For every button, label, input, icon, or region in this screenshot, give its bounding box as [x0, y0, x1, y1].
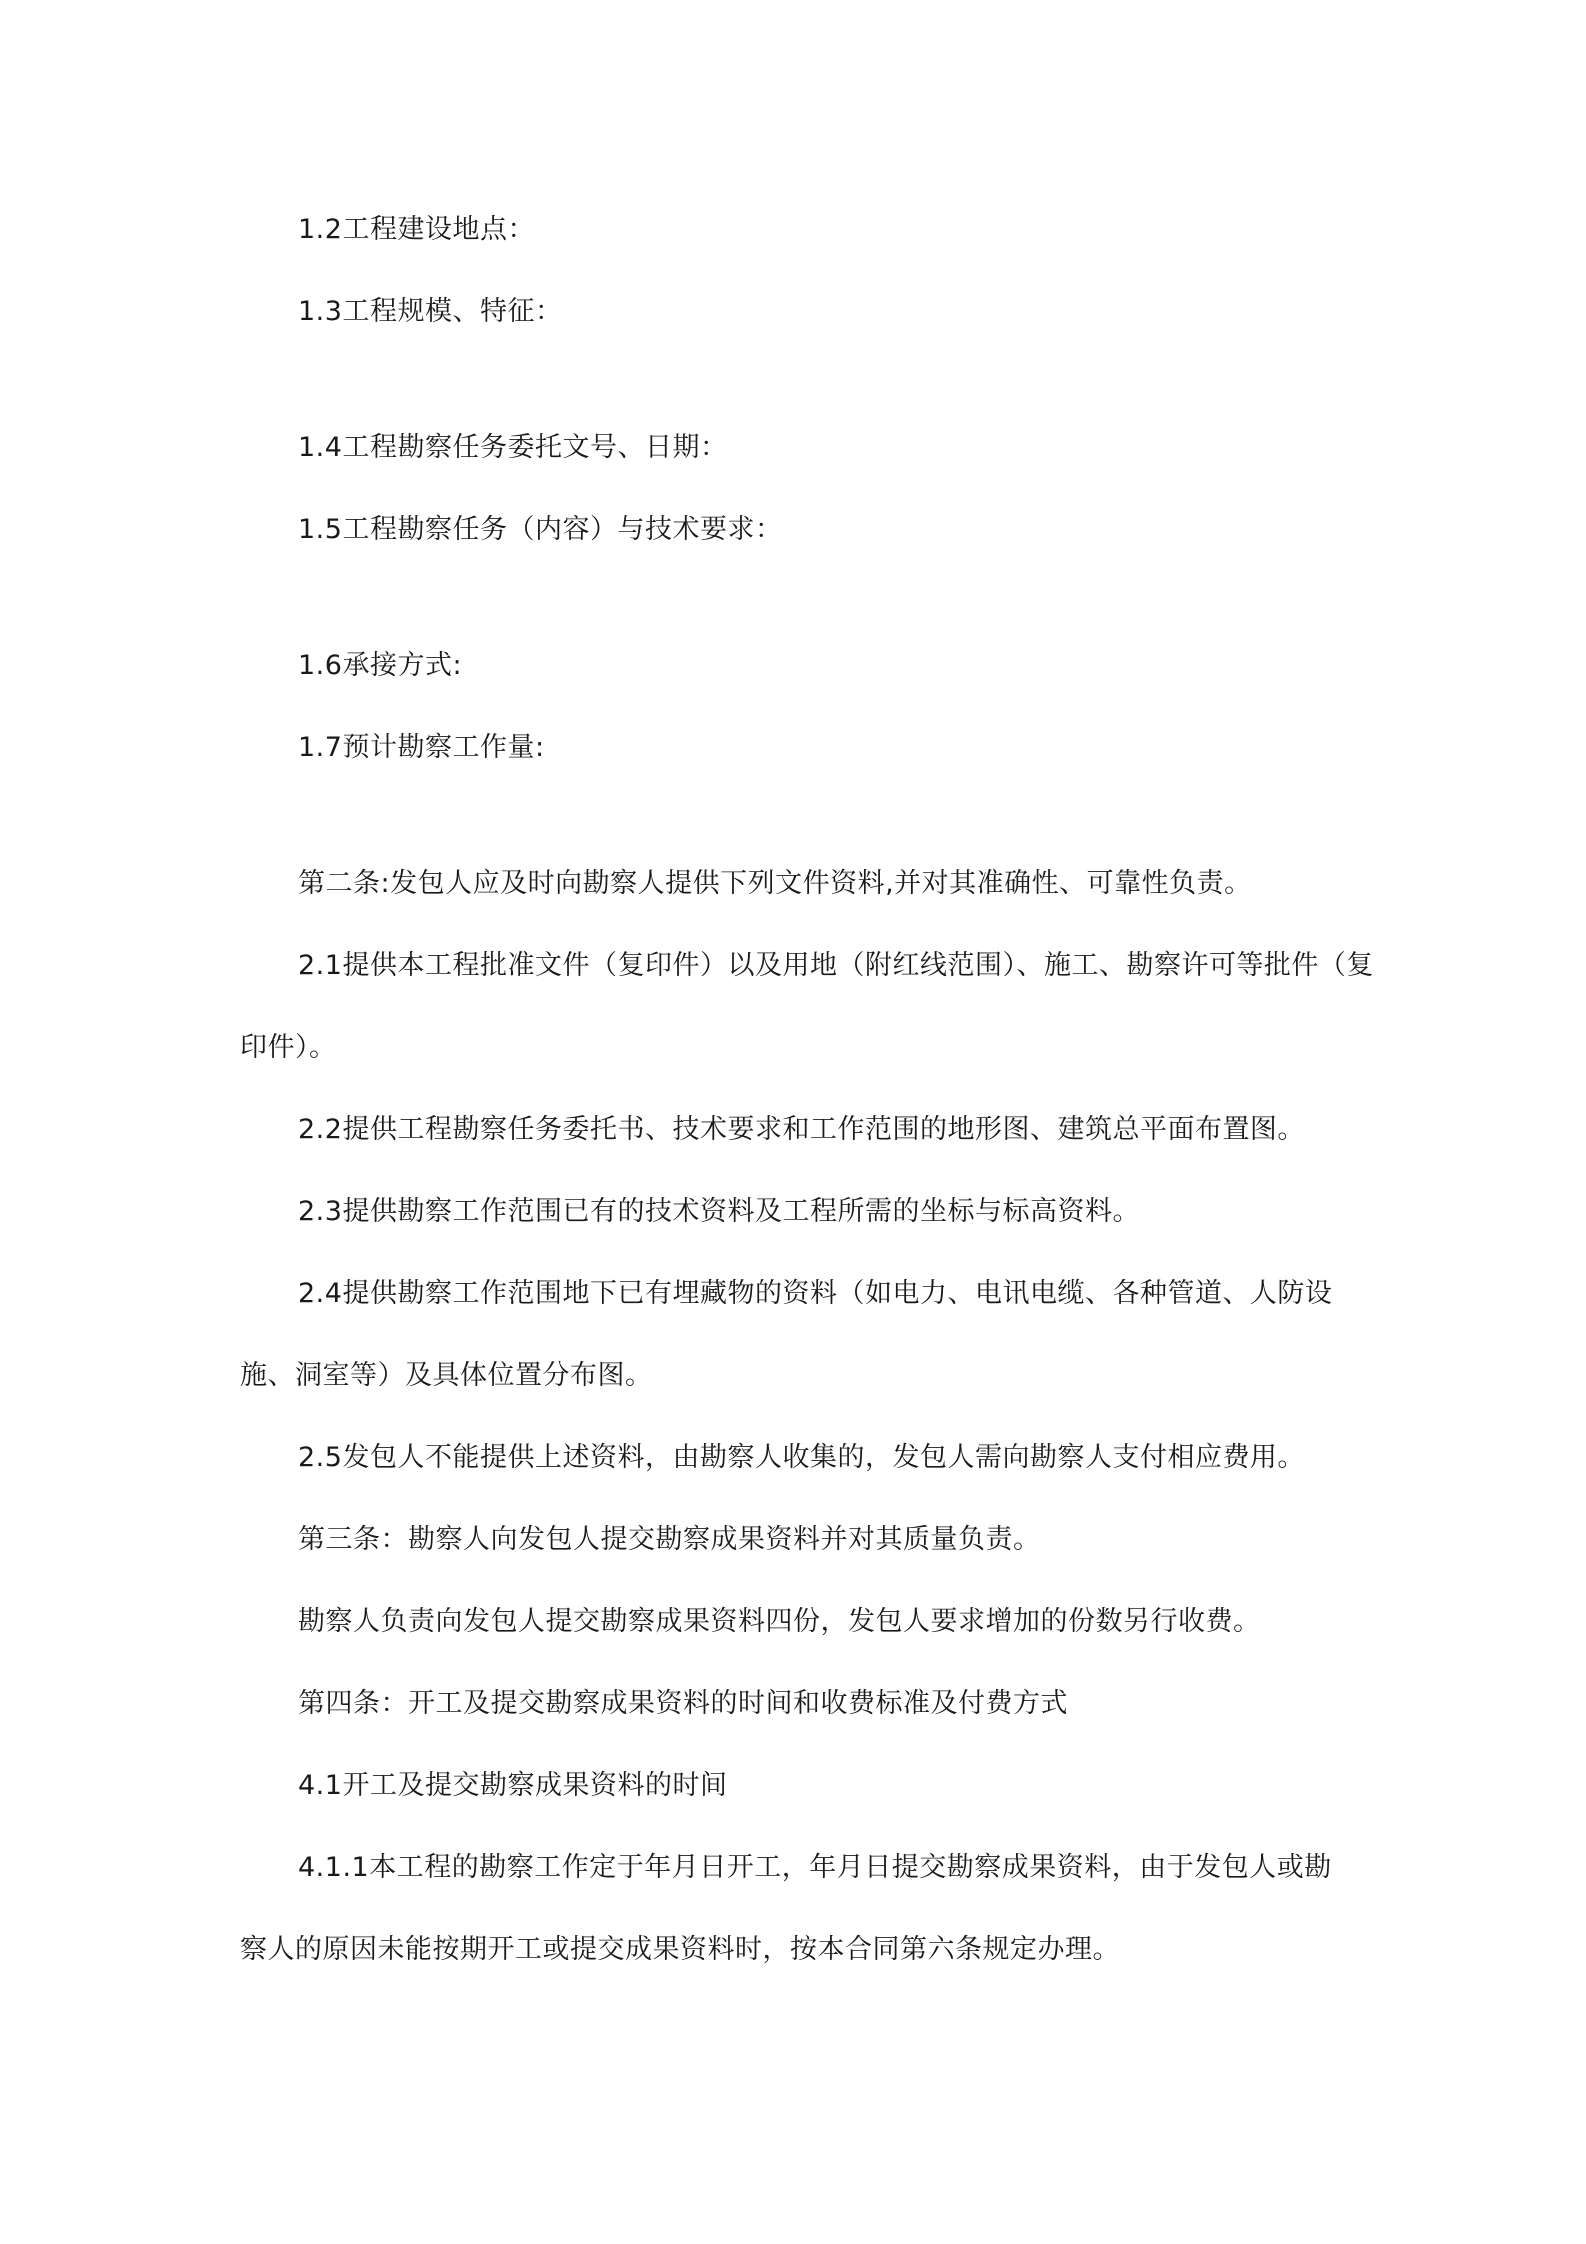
clause-1-4: 1.4工程勘察任务委托文号、日期： — [298, 432, 728, 463]
clause-2-5: 2.5发包人不能提供上述资料，由勘察人收集的，发包人需向勘察人支付相应费用。 — [298, 1442, 1305, 1473]
clause-4-1-1-line-2: 察人的原因未能按期开工或提交成果资料时，按本合同第六条规定办理。 — [240, 1934, 1120, 1965]
clause-1-7: 1.7预计勘察工作量: — [298, 732, 545, 763]
article-4-heading: 第四条：开工及提交勘察成果资料的时间和收费标准及付费方式 — [298, 1688, 1068, 1719]
clause-2-2: 2.2提供工程勘察任务委托书、技术要求和工作范围的地形图、建筑总平面布置图。 — [298, 1114, 1305, 1145]
clause-4-1-1-line-1: 4.1.1本工程的勘察工作定于年月日开工，年月日提交勘察成果资料，由于发包人或勘 — [298, 1852, 1332, 1883]
clause-2-3: 2.3提供勘察工作范围已有的技术资料及工程所需的坐标与标高资料。 — [298, 1196, 1140, 1227]
article-2-heading: 第二条:发包人应及时向勘察人提供下列文件资料,并对其准确性、可靠性负责。 — [298, 868, 1252, 899]
clause-1-2: 1.2工程建设地点： — [298, 214, 535, 245]
article-3-heading: 第三条：勘察人向发包人提交勘察成果资料并对其质量负责。 — [298, 1524, 1041, 1555]
clause-2-1-line-2: 印件）。 — [240, 1032, 337, 1063]
clause-4-1: 4.1开工及提交勘察成果资料的时间 — [298, 1770, 728, 1801]
clause-2-4-line-1: 2.4提供勘察工作范围地下已有埋藏物的资料（如电力、电讯电缆、各种管道、人防设 — [298, 1278, 1333, 1309]
clause-2-1-line-1: 2.1提供本工程批准文件（复印件）以及用地（附红线范围）、施工、勘察许可等批件（复 — [298, 950, 1374, 981]
clause-2-4-line-2: 施、洞室等）及具体位置分布图。 — [240, 1360, 653, 1391]
article-3-body: 勘察人负责向发包人提交勘察成果资料四份，发包人要求增加的份数另行收费。 — [298, 1606, 1261, 1637]
clause-1-3: 1.3工程规模、特征： — [298, 296, 563, 327]
clause-1-5: 1.5工程勘察任务（内容）与技术要求： — [298, 514, 783, 545]
clause-1-6: 1.6承接方式: — [298, 650, 463, 681]
